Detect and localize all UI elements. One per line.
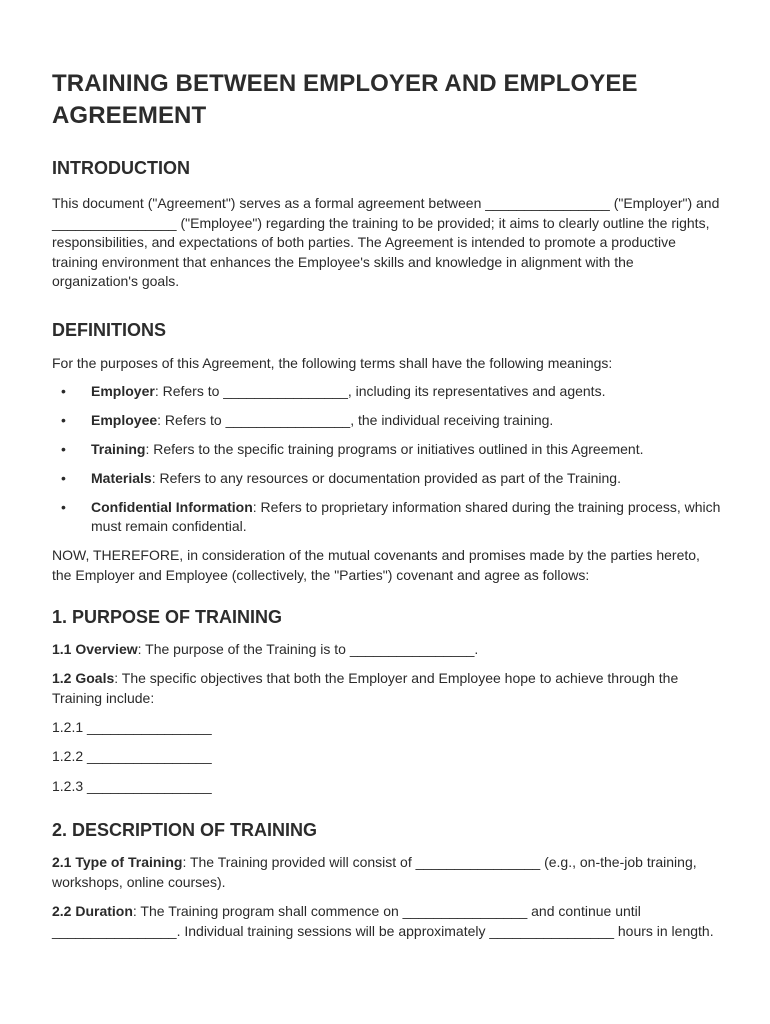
introduction-paragraph: This document ("Agreement") serves as a formal agreement between ________________ ("Employer") and ________________ ("Employee") regarding the training to be provided; it aims to clearly outline the rights, responsibilities, and expectations of both parties. The Agreement is intended to promote a productive training environment that enhances the Employee's skills and knowledge in alignment with the organization's goals. xyxy=(52,195,720,290)
section-2-2-duration xyxy=(52,902,722,941)
introduction-heading: INTRODUCTION xyxy=(52,158,190,178)
clause-label: 1.2 Goals xyxy=(52,670,115,687)
section-2-1-type xyxy=(52,853,722,892)
definition-term: Employer xyxy=(91,382,155,399)
clause-label: 1.1 Overview xyxy=(52,641,138,658)
goal-item: 1.2.1 ________________ xyxy=(52,719,212,736)
definition-item-employer xyxy=(52,382,722,402)
definition-term: Training xyxy=(91,440,146,457)
clause-text: : The Training program shall commence on ________________ and continue until ________________. Individual training sessions will be approximately ________________ hours in length. xyxy=(52,902,714,939)
definition-item-confidential-information xyxy=(52,498,722,537)
definition-item-training xyxy=(52,440,722,460)
bullet-icon: • xyxy=(61,440,66,457)
goal-item: 1.2.2 ________________ xyxy=(52,748,212,765)
definitions-lead: For the purposes of this Agreement, the following terms shall have the following meanings: xyxy=(52,354,613,371)
definition-term: Materials xyxy=(91,469,152,486)
definitions-list xyxy=(52,382,722,537)
definition-term: Employee xyxy=(91,411,158,428)
recitals-paragraph: NOW, THEREFORE, in consideration of the mutual covenants and promises made by the parties hereto, the Employer and Employee (collectively, the "Parties") covenant and agree as follows: xyxy=(52,547,700,583)
bullet-icon: • xyxy=(61,382,66,399)
definitions-heading: DEFINITIONS xyxy=(52,319,167,340)
definition-text: : Refers to ________________, the individual receiving training. xyxy=(157,411,554,428)
bullet-icon: • xyxy=(61,469,66,486)
bullet-icon: • xyxy=(61,411,66,428)
goal-item: 1.2.3 ________________ xyxy=(52,777,212,794)
document-title: TRAINING BETWEEN EMPLOYER AND EMPLOYEE AGREEMENT xyxy=(52,70,638,129)
document-body xyxy=(52,68,722,941)
definition-item-materials xyxy=(52,469,722,489)
definition-text: : Refers to ________________, including its representatives and agents. xyxy=(154,382,606,399)
section-2-heading: 2. DESCRIPTION OF TRAINING xyxy=(52,820,318,841)
clause-label: 2.1 Type of Training xyxy=(52,854,183,871)
definition-text: : Refers to the specific training programs or initiatives outlined in this Agreement. xyxy=(145,440,644,457)
clause-label: 2.2 Duration xyxy=(52,902,133,919)
clause-text: : The Training provided will consist of ________________ (e.g., on-the-job training, workshops, online courses). xyxy=(52,854,697,890)
clause-text: : The purpose of the Training is to ________________. xyxy=(137,641,479,658)
clause-text: : The specific objectives that both the Employer and Employee hope to achieve through the Training include: xyxy=(52,670,679,707)
definition-item-employee xyxy=(52,411,722,431)
definition-text: : Refers to any resources or documentation provided as part of the Training. xyxy=(151,469,621,486)
bullet-icon: • xyxy=(61,498,66,515)
section-1-heading: 1. PURPOSE OF TRAINING xyxy=(52,607,283,628)
definition-text: : Refers to proprietary information shared during the training process, which must remain confidential. xyxy=(91,498,721,535)
section-1-1-overview xyxy=(52,640,722,660)
section-1-2-goals xyxy=(52,669,722,708)
definition-term: Confidential Information xyxy=(91,498,253,515)
